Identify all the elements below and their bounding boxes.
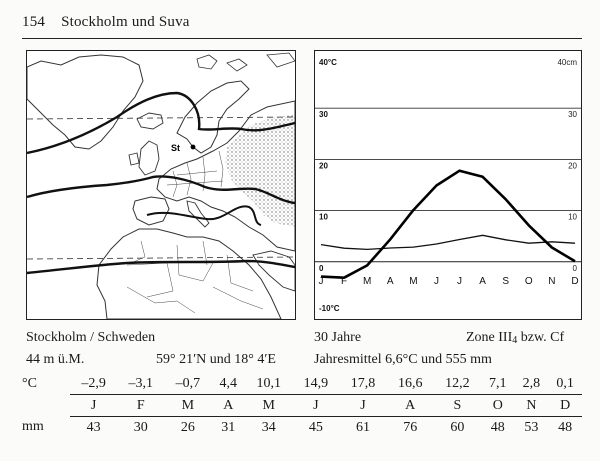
month-tick: A [479, 275, 486, 287]
italy-outline [187, 201, 209, 227]
month-tick: J [433, 275, 439, 287]
precipitation-cell: 61 [356, 419, 371, 435]
page-title: Stockholm und Suva [61, 14, 190, 30]
iberia-outline [133, 197, 169, 225]
page-header [22, 14, 582, 36]
month-cell: M [245, 395, 292, 417]
month-cell: A [387, 395, 434, 417]
climate-zone [466, 330, 564, 346]
precipitation-cell: 48 [558, 419, 573, 435]
temperature-cell: 7,1 [489, 375, 507, 391]
precipitation-cell: 60 [450, 419, 465, 435]
station-elevation: 44 m ü.M. [26, 352, 85, 367]
precipitation-cell: 31 [221, 419, 236, 435]
month-tick: O [524, 275, 533, 287]
station-label: St [171, 143, 180, 153]
temperature-cell: 2,8 [522, 375, 541, 391]
temperature-cell: –3,1 [128, 375, 153, 391]
temperature-cell: 16,6 [397, 375, 423, 391]
temperature-cell: 14,9 [303, 375, 329, 391]
month-cell: M [164, 395, 211, 417]
temperature-row [22, 373, 582, 395]
month-cell: J [292, 395, 339, 417]
left-axis-tick: 0 [319, 263, 324, 273]
month-tick: D [571, 275, 579, 287]
precipitation-row [22, 417, 582, 439]
station-name: Stockholm / Schweden [26, 330, 156, 345]
month-tick: A [386, 275, 394, 287]
month-tick: J [457, 275, 463, 287]
month-cell: O [481, 395, 515, 417]
temperature-cell: –0,7 [175, 375, 201, 391]
climate-chart [314, 50, 582, 320]
temperature-cell: 4,4 [219, 375, 238, 391]
left-axis-tick: 40°C [319, 58, 337, 67]
zone-suffix: bzw. Cf [517, 330, 565, 345]
temperature-cell: –2,9 [81, 375, 106, 391]
location-map [26, 50, 296, 320]
month-tick: M [363, 275, 372, 287]
zone-subscript: 4 [512, 335, 518, 346]
precipitation-cell: 53 [524, 419, 539, 435]
month-tick: N [548, 275, 556, 287]
right-axis-tick: 30 [568, 110, 577, 120]
right-axis-tick: 20 [568, 161, 577, 171]
left-axis-tick: -10°C [319, 304, 340, 313]
precipitation-cell: 45 [308, 419, 323, 435]
temperature-cell: 17,8 [350, 375, 376, 391]
precipitation-cell: 43 [86, 419, 101, 435]
month-tick: M [409, 275, 418, 287]
month-cell: F [117, 395, 164, 417]
map-drawing [27, 51, 295, 319]
month-tick: F [341, 275, 348, 287]
left-axis-tick: 30 [319, 110, 328, 120]
temperature-cell: 10,1 [256, 375, 281, 391]
arctic-islands [197, 53, 295, 71]
right-axis-tick: 0 [572, 263, 577, 273]
month-cell: D [548, 395, 582, 417]
station-marker [191, 145, 196, 150]
precipitation-cell: 48 [490, 419, 505, 435]
precipitation-unit: mm [22, 419, 44, 435]
british-isles-outline [129, 141, 159, 175]
zone-text: Zone III [466, 330, 513, 345]
precipitation-cell: 76 [403, 419, 418, 435]
precipitation-line [321, 235, 575, 249]
month-cell: S [434, 395, 481, 417]
temperature-unit: °C [22, 375, 37, 391]
month-tick: S [502, 275, 510, 287]
temperature-cell: 12,2 [445, 375, 470, 391]
month-cell: J [70, 395, 117, 417]
precipitation-cell: 30 [133, 419, 148, 435]
temperature-cell: 0,1 [556, 375, 574, 391]
header-rule [22, 38, 582, 39]
observation-period: 30 Jahre [314, 330, 362, 345]
climate-table [22, 373, 582, 438]
month-cell: N [515, 395, 549, 417]
month-cell: A [211, 395, 245, 417]
right-axis-tick: 10 [568, 212, 577, 222]
annual-means: Jahresmittel 6,6°C und 555 mm [314, 352, 492, 367]
left-axis-tick: 20 [319, 161, 328, 171]
precipitation-cell: 34 [261, 419, 276, 435]
months-row [22, 395, 582, 417]
chart-plot [315, 51, 581, 319]
months-label-spacer [22, 395, 70, 417]
right-axis-tick: 40cm [557, 58, 577, 67]
page-number: 154 [22, 14, 46, 30]
iceland-outline [137, 113, 163, 129]
station-coordinates: 59° 21′N und 18° 4′E [156, 352, 276, 367]
month-tick: J [318, 275, 324, 287]
month-cell: J [339, 395, 386, 417]
left-axis-tick: 10 [319, 212, 328, 222]
precipitation-cell: 26 [180, 419, 195, 435]
